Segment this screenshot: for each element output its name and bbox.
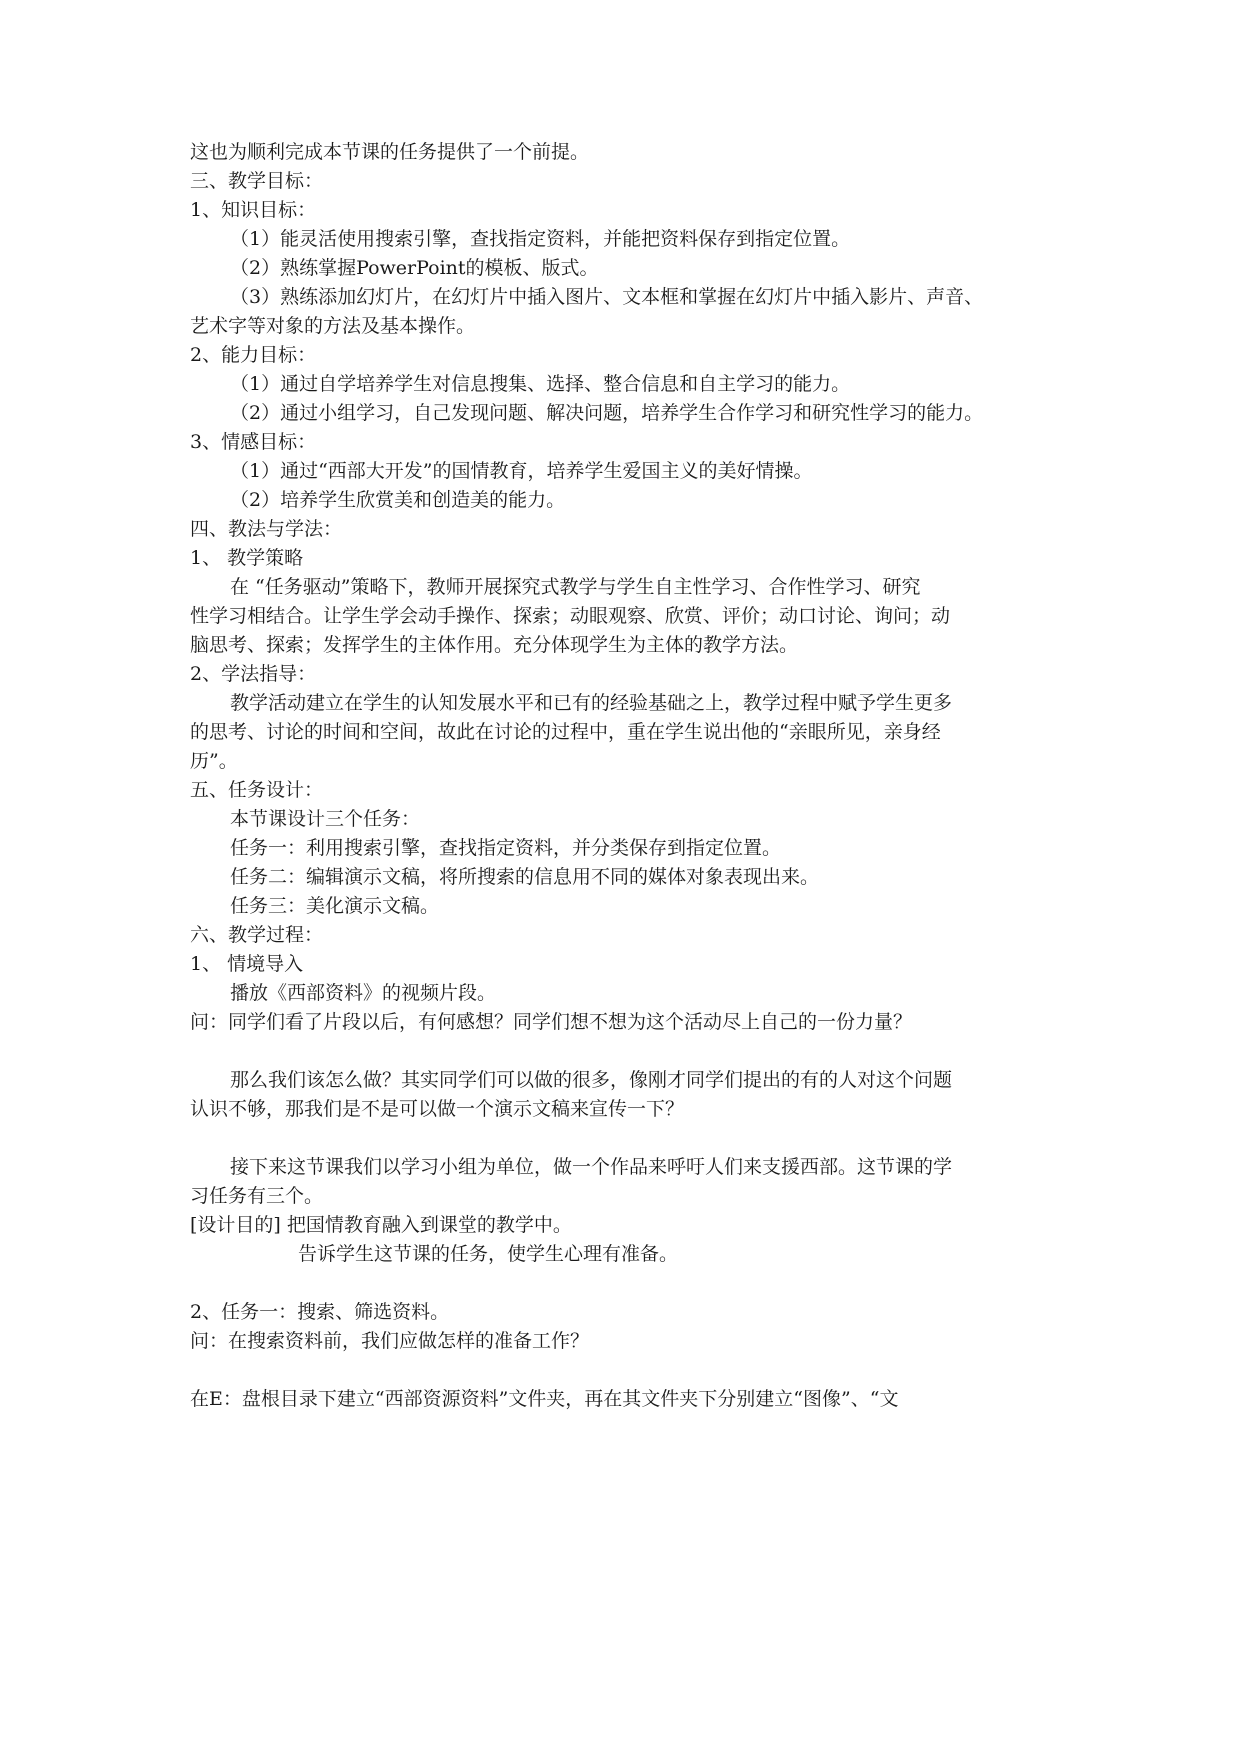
task-line: 任务三：美化演示文稿。 <box>230 895 440 917</box>
section-heading: 五、任务设计： <box>190 779 324 801</box>
paragraph-line: 在 “任务驱动”策略下，教师开展探究式教学与学生自主性学习、合作性学习、研究 <box>230 576 921 598</box>
text-line: 这也为顺利完成本节课的任务提供了一个前提。 <box>190 141 590 163</box>
section-heading: 三、教学目标： <box>190 170 324 192</box>
list-item: （1）能灵活使用搜索引擎，查找指定资料，并能把资料保存到指定位置。 <box>230 228 851 250</box>
list-item: （1）通过自学培养学生对信息搜集、选择、整合信息和自主学习的能力。 <box>230 373 851 395</box>
list-item: （1）通过“西部大开发”的国情教育，培养学生爱国主义的美好情操。 <box>230 460 813 482</box>
paragraph-line: 那么我们该怎么做？其实同学们可以做的很多，像刚才同学们提出的有的人对这个问题 <box>230 1069 953 1091</box>
section-heading: 四、教法与学法： <box>190 518 343 540</box>
text-line: 本节课设计三个任务： <box>230 808 421 830</box>
question-line: 问：同学们看了片段以后，有何感想？同学们想不想为这个活动尽上自己的一份力量？ <box>190 1011 913 1033</box>
paragraph-line: 脑思考、探索；发挥学生的主体作用。充分体现学生为主体的教学方法。 <box>190 634 799 656</box>
text-line: 播放《西部资料》的视频片段。 <box>230 982 497 1004</box>
paragraph-line: 教学活动建立在学生的认知发展水平和已有的经验基础之上，教学过程中赋予学生更多 <box>230 692 953 714</box>
design-purpose-line: 告诉学生这节课的任务，使学生心理有准备。 <box>298 1243 679 1265</box>
subsection-heading: 1、 教学策略 <box>190 547 304 569</box>
design-purpose-line: [设计目的] 把国情教育融入到课堂的教学中。 <box>190 1214 572 1236</box>
paragraph-line: 认识不够，那我们是不是可以做一个演示文稿来宣传一下？ <box>190 1098 685 1120</box>
subsection-heading: 1、 情境导入 <box>190 953 304 975</box>
text-line: 艺术字等对象的方法及基本操作。 <box>190 315 476 337</box>
task-line: 任务一：利用搜索引擎，查找指定资料，并分类保存到指定位置。 <box>230 837 782 859</box>
subsection-heading: 2、能力目标： <box>190 344 317 366</box>
list-item: （2）通过小组学习，自己发现问题、解决问题，培养学生合作学习和研究性学习的能力。 <box>230 402 984 424</box>
subsection-heading: 2、任务一：搜索、筛选资料。 <box>190 1301 450 1323</box>
list-item: （2）熟练掌握PowerPoint的模板、版式。 <box>230 257 599 279</box>
subsection-heading: 1、知识目标： <box>190 199 317 221</box>
paragraph-line: 的思考、讨论的时间和空间，故此在讨论的过程中，重在学生说出他的“亲眼所见，亲身经 <box>190 721 941 743</box>
paragraph-line: 接下来这节课我们以学习小组为单位，做一个作品来呼吁人们来支援西部。这节课的学 <box>230 1156 953 1178</box>
subsection-heading: 2、学法指导： <box>190 663 317 685</box>
question-line: 问：在搜索资料前，我们应做怎样的准备工作？ <box>190 1330 590 1352</box>
paragraph-line: 性学习相结合。让学生学会动手操作、探索；动眼观察、欣赏、评价；动口讨论、询问；动 <box>190 605 951 627</box>
paragraph-line: 历”。 <box>190 750 238 772</box>
task-line: 任务二：编辑演示文稿，将所搜索的信息用不同的媒体对象表现出来。 <box>230 866 820 888</box>
paragraph-line: 习任务有三个。 <box>190 1185 324 1207</box>
paragraph-line: 在E：盘根目录下建立“西部资源资料”文件夹，再在其文件夹下分别建立“图像”、“文 <box>190 1388 899 1410</box>
subsection-heading: 3、情感目标： <box>190 431 317 453</box>
list-item: （3）熟练添加幻灯片，在幻灯片中插入图片、文本框和掌握在幻灯片中插入影片、声音、 <box>230 286 984 308</box>
list-item: （2）培养学生欣赏美和创造美的能力。 <box>230 489 566 511</box>
section-heading: 六、教学过程： <box>190 924 324 946</box>
